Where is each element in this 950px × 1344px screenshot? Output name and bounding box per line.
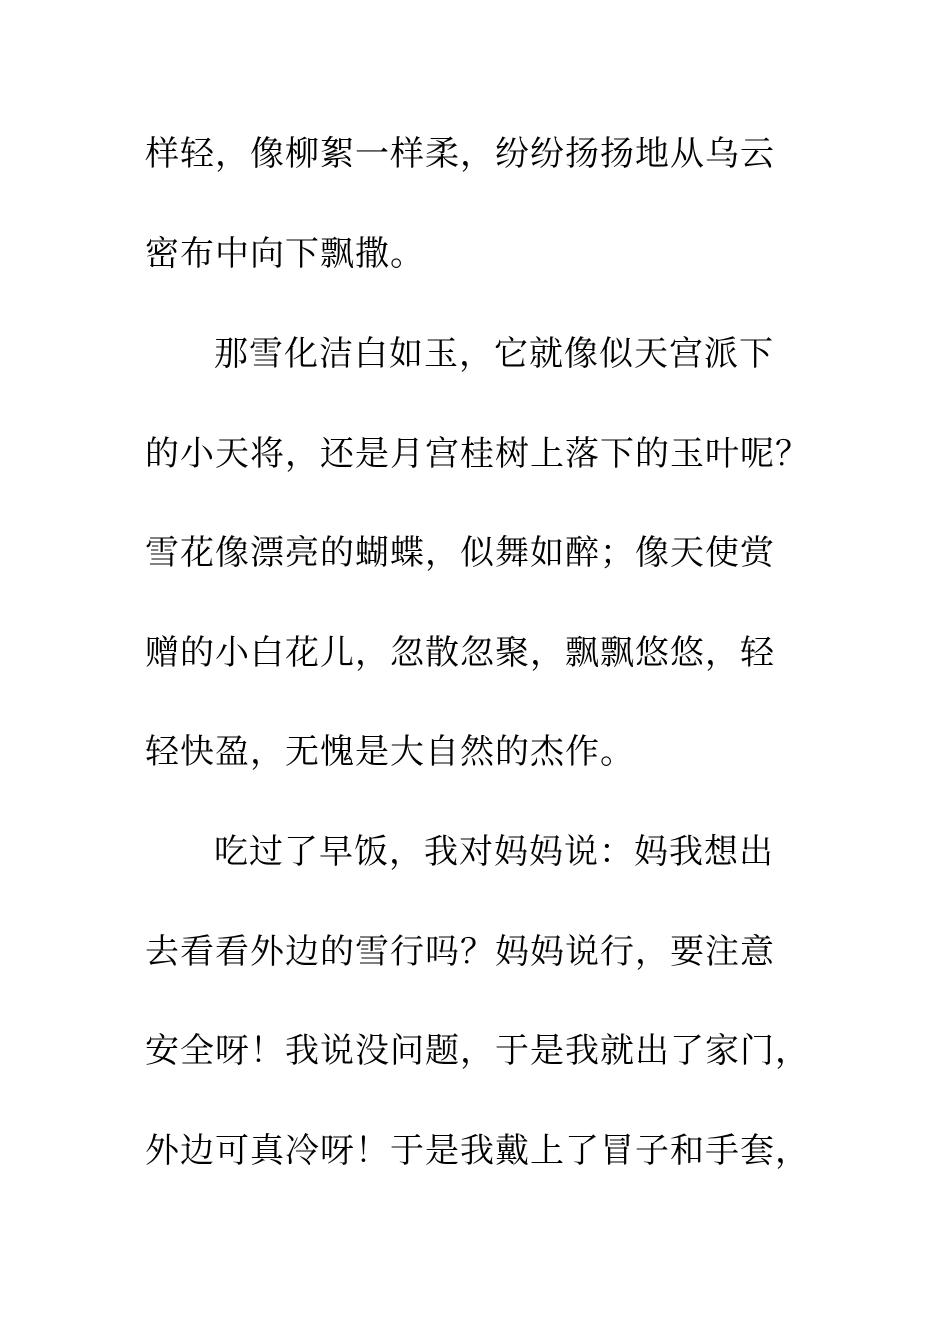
paragraph-start-line: 吃过了早饭，我对妈妈说：妈我想出 xyxy=(214,832,774,872)
text-line: 样轻，像柳絮一样柔，纷纷扬扬地从乌云 xyxy=(145,134,775,174)
paragraph-start-line: 那雪化洁白如玉，它就像似天宫派下 xyxy=(214,334,774,374)
text-line: 去看看外边的雪行吗？妈妈说行，要注意 xyxy=(145,932,775,972)
text-line: 安全呀！我说没问题，于是我就出了家门， xyxy=(145,1031,810,1071)
text-line: 外边可真冷呀！于是我戴上了冒子和手套， xyxy=(145,1131,810,1171)
text-line: 轻快盈，无愧是大自然的杰作。 xyxy=(145,732,635,772)
text-line: 密布中向下飘撒。 xyxy=(145,234,425,274)
text-line: 赠的小白花儿，忽散忽聚，飘飘悠悠，轻 xyxy=(145,633,775,673)
text-line: 雪花像漂亮的蝴蝶，似舞如醉；像天使赏 xyxy=(145,533,775,573)
text-line: 的小天将，还是月宫桂树上落下的玉叶呢？ xyxy=(145,434,810,474)
